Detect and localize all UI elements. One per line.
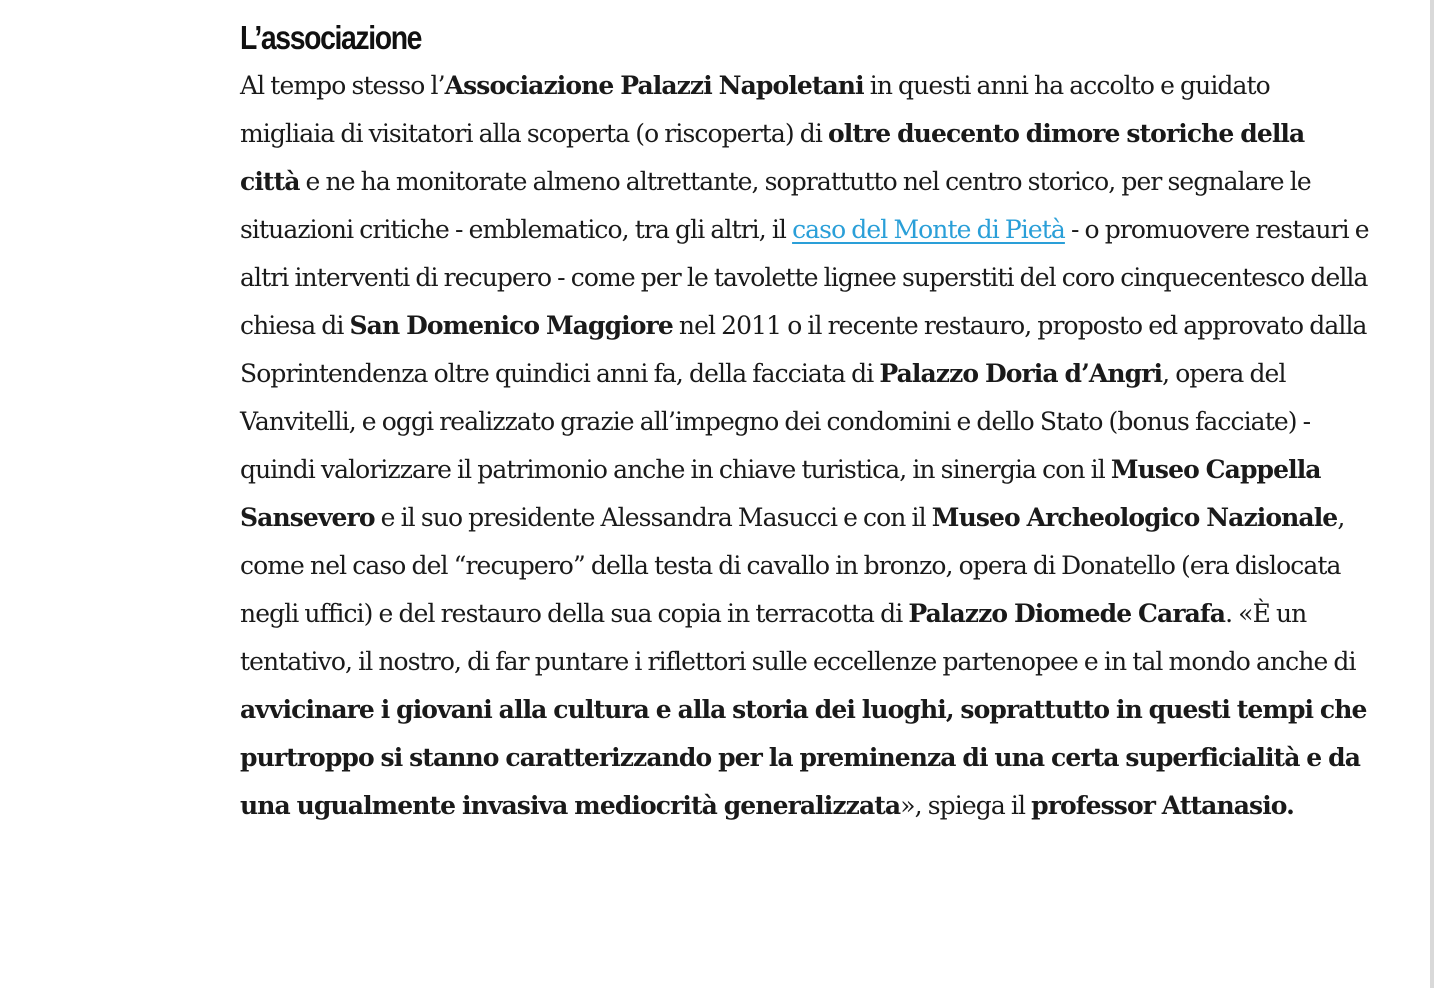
text-segment: nel 2011 o il recente restauro, proposto ed approvato dalla Soprintendenza oltre quindici anni fa, della facciata di	[240, 311, 1367, 388]
page-edge-divider	[1430, 0, 1434, 988]
bold-palazzo-carafa: Palazzo Diomede Carafa	[908, 599, 1226, 628]
bold-san-domenico: San Domenico Maggiore	[349, 311, 673, 340]
text-segment: - o promuovere restauri e altri interventi di recupero - come per le tavolette lignee superstiti del coro cinquecentesco della chiesa di	[240, 215, 1369, 340]
text-segment: . «È un tentativo, il nostro, di far puntare i riflettori sulle eccellenze partenopee e in tal mondo anche di	[240, 599, 1356, 676]
section-heading: L’associazione	[240, 19, 422, 56]
article-paragraph	[240, 62, 1370, 830]
bold-palazzo-doria: Palazzo Doria d’Angri	[879, 359, 1163, 388]
text-segment: e il suo presidente Alessandra Masucci e con il	[374, 503, 932, 532]
bold-association-name: Associazione Palazzi Napoletani	[444, 71, 864, 100]
monte-di-pieta-link[interactable]: caso del Monte di Pietà	[792, 215, 1065, 244]
bold-professor-name: professor Attanasio.	[1031, 791, 1294, 820]
text-segment: », spiega il	[900, 791, 1032, 820]
bold-cappella-sansevero: Museo Cappella Sansevero	[240, 455, 1321, 532]
text-segment: e ne ha monitorate almeno altrettante, soprattutto nel centro storico, per segnalare le situazioni critiche - emblematico, tra gli altri, il	[240, 167, 1311, 244]
text-segment: in questi anni ha accolto e guidato migliaia di visitatori alla scoperta (o riscoperta) di	[240, 71, 1270, 148]
text-segment: , opera del Vanvitelli, e oggi realizzato grazie all’impegno dei condomini e dello Stato (bonus facciate) - quindi valorizzare il patrimonio anche in chiave turistica, in sinergia con il	[240, 359, 1311, 484]
bold-historic-residences: oltre duecento dimore storiche della città	[240, 119, 1305, 196]
article-section	[240, 14, 1370, 830]
text-segment: Al tempo stesso l’	[240, 71, 445, 100]
bold-quote-highlight: avvicinare i giovani alla cultura e alla storia dei luoghi, soprattutto in questi tempi che purtroppo si stanno caratterizzando per la preminenza di una certa superficialità e da una ugualmente invasiva mediocrità generalizzata	[240, 695, 1367, 820]
text-segment: , come nel caso del “recupero” della testa di cavallo in bronzo, opera di Donatello (era dislocata negli uffici) e del restauro della sua copia in terracotta di	[240, 503, 1345, 628]
bold-museo-archeologico: Museo Archeologico Nazionale	[931, 503, 1338, 532]
